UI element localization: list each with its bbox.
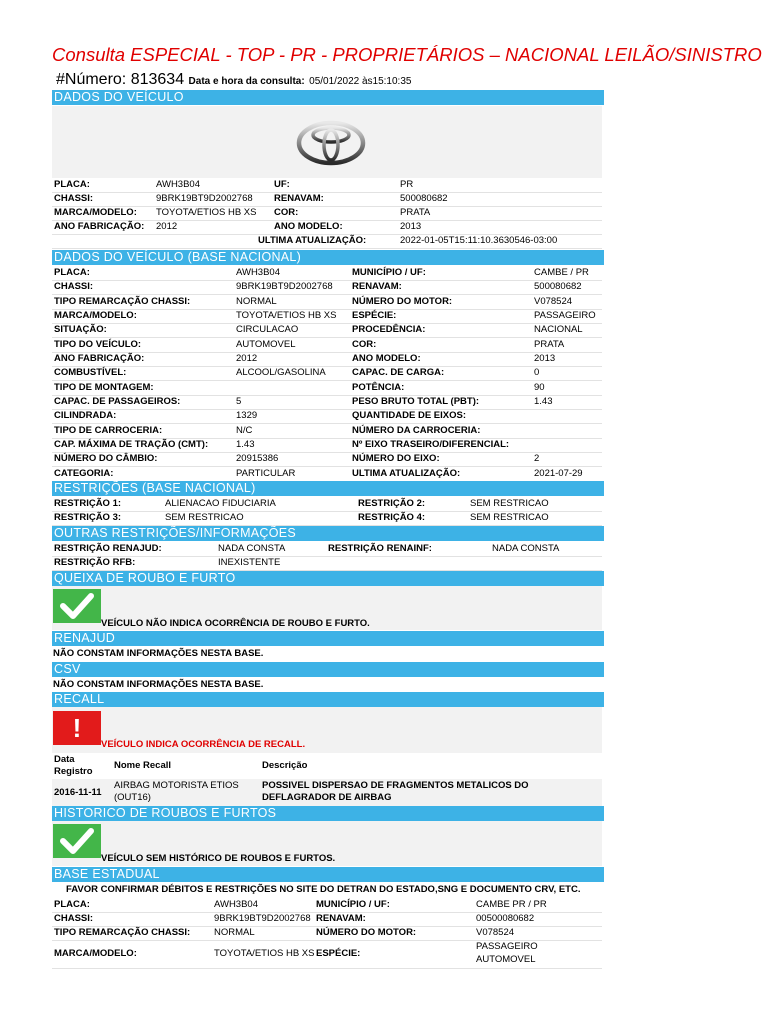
nacional-label: TIPO DO VEÍCULO:	[54, 338, 142, 350]
outras-label: RESTRIÇÃO RENAJUD:	[54, 543, 162, 554]
nacional-value: 1329	[236, 410, 258, 422]
queixa-message: VEÍCULO NÃO INDICA OCORRÊNCIA DE ROUBO E FURTO.	[101, 618, 370, 629]
nacional-label: COMBUSTÍVEL:	[54, 367, 127, 379]
nacional-label: CILINDRADA:	[54, 410, 117, 422]
estadual-label: NÚMERO DO MOTOR:	[316, 927, 417, 938]
estadual-label: MUNICÍPIO / UF:	[316, 899, 390, 910]
nacional-value: NACIONAL	[534, 324, 583, 336]
nacional-label: MUNICÍPIO / UF:	[352, 267, 426, 278]
estadual-label: RENAVAM:	[316, 913, 366, 924]
nacional-value: 2021-07-29	[534, 467, 583, 479]
nacional-value: PARTICULAR	[236, 467, 296, 479]
nacional-value: AUTOMOVEL	[236, 338, 296, 350]
estadual-row	[52, 912, 602, 927]
logo-area	[52, 106, 602, 178]
section-recall: RECALL	[52, 692, 604, 707]
number-value: 813634	[130, 71, 185, 88]
number-label: #Número:	[56, 71, 127, 88]
nacional-value: 0	[534, 367, 540, 379]
nacional-label: NÚMERO DO CÂMBIO:	[54, 453, 158, 465]
veiculo-row-1: PLACA: AWH3B04 UF: PR	[52, 178, 602, 193]
alert-icon: !	[53, 711, 101, 745]
outras-row	[52, 542, 602, 557]
nacional-value: 1.43	[534, 395, 553, 407]
estadual-value: AWH3B04	[214, 899, 258, 910]
veiculo-row-2: CHASSI: 9BRK19BT9D2002768 RENAVAM: 500080682	[52, 192, 602, 207]
nacional-label: PLACA:	[54, 267, 90, 278]
nacional-value: NORMAL	[236, 295, 277, 307]
nacional-row	[52, 323, 602, 338]
nacional-row	[52, 266, 602, 281]
nacional-label: CHASSI:	[54, 281, 94, 293]
section-historico: HISTORICO DE ROUBOS E FURTOS	[52, 806, 604, 821]
nacional-value: TOYOTA/ETIOS HB XS	[236, 309, 337, 321]
nacional-row	[52, 366, 602, 381]
nacional-row	[52, 467, 602, 482]
estadual-value: 9BRK19BT9D2002768	[214, 913, 311, 924]
nacional-label: ANO MODELO:	[352, 352, 421, 364]
outras-row	[52, 556, 602, 571]
section-renajud: RENAJUD	[52, 631, 604, 646]
estadual-label: TIPO REMARCAÇÃO CHASSI:	[54, 927, 191, 938]
estadual-value: V078524	[476, 927, 515, 938]
nacional-value: PASSAGEIRO	[534, 309, 596, 321]
nacional-row	[52, 452, 602, 467]
nacional-row	[52, 381, 602, 396]
historico-message: VEÍCULO SEM HISTÓRICO DE ROUBOS E FURTOS.	[101, 853, 336, 864]
recall-message: VEÍCULO INDICA OCORRÊNCIA DE RECALL.	[101, 739, 306, 750]
nacional-value: 9BRK19BT9D2002768	[236, 281, 333, 293]
nacional-label: NÚMERO DO MOTOR:	[352, 295, 453, 307]
nacional-value: 1.43	[236, 438, 255, 450]
restricao-label: RESTRIÇÃO 4:	[358, 512, 426, 523]
nacional-value: N/C	[236, 424, 253, 436]
queixa-panel	[52, 586, 602, 630]
nacional-value: 2	[534, 453, 540, 465]
nacional-row	[52, 409, 602, 424]
nacional-value: AWH3B04	[236, 267, 280, 278]
outras-value: NADA CONSTA	[218, 543, 286, 554]
nacional-label: ULTIMA ATUALIZAÇÃO:	[352, 467, 461, 479]
estadual-notice: FAVOR CONFIRMAR DÉBITOS E RESTRIÇÕES NO SITE DO DETRAN DO ESTADO,SNG E DOCUMENTO CRV, ETC.	[66, 884, 581, 895]
renajud-message: NÃO CONSTAM INFORMAÇÕES NESTA BASE.	[53, 648, 264, 659]
nacional-label: CAP. MÁXIMA DE TRAÇÃO (CMT):	[54, 438, 209, 450]
section-dados-veiculo: DADOS DO VEÍCULO	[52, 90, 604, 105]
nacional-label: MARCA/MODELO:	[54, 309, 137, 321]
restricao-label: RESTRIÇÃO 2:	[358, 498, 426, 509]
nacional-value: 5	[236, 395, 242, 407]
recall-table-header: Data Registro Nome Recall Descrição	[54, 754, 308, 777]
restricao-row	[52, 497, 602, 512]
restricao-label: RESTRIÇÃO 1:	[54, 498, 122, 509]
nacional-label: ANO FABRICAÇÃO:	[54, 352, 145, 364]
restricao-value: SEM RESTRICAO	[470, 512, 549, 523]
check-icon	[53, 589, 101, 623]
nacional-label: CATEGORIA:	[54, 467, 114, 479]
nacional-label: Nº EIXO TRASEIRO/DIFERENCIAL:	[352, 438, 510, 450]
csv-message: NÃO CONSTAM INFORMAÇÕES NESTA BASE.	[53, 679, 264, 690]
nacional-row	[52, 424, 602, 439]
section-outras: OUTRAS RESTRIÇÕES/INFORMAÇÕES	[52, 526, 604, 541]
outras-value: INEXISTENTE	[218, 557, 281, 568]
nacional-label: CAPAC. DE PASSAGEIROS:	[54, 395, 181, 407]
nacional-value: 2013	[534, 352, 556, 364]
consulta-number-line	[56, 71, 411, 89]
nacional-value: 500080682	[534, 281, 582, 293]
nacional-value: ALCOOL/GASOLINA	[236, 367, 326, 379]
nacional-row	[52, 395, 602, 410]
nacional-label: RENAVAM:	[352, 281, 402, 293]
estadual-row	[52, 898, 602, 913]
nacional-label: QUANTIDADE DE EIXOS:	[352, 410, 467, 422]
toyota-logo-icon	[296, 120, 366, 166]
nacional-value: 90	[534, 381, 545, 393]
nacional-value: PRATA	[534, 338, 565, 350]
nacional-value: CAMBE / PR	[534, 267, 589, 278]
veiculo-row-4: ANO FABRICAÇÃO: 2012 ANO MODELO: 2013	[52, 220, 602, 235]
estadual-label: CHASSI:	[54, 913, 94, 924]
nacional-label: TIPO REMARCAÇÃO CHASSI:	[54, 295, 191, 307]
nacional-label: NÚMERO DO EIXO:	[352, 453, 440, 465]
nacional-label: PESO BRUTO TOTAL (PBT):	[352, 395, 480, 407]
nacional-label: POTÊNCIA:	[352, 381, 405, 393]
nacional-label: COR:	[352, 338, 377, 350]
nacional-label: PROCEDÊNCIA:	[352, 324, 426, 336]
section-queixa: QUEIXA DE ROUBO E FURTO	[52, 571, 604, 586]
restricao-label: RESTRIÇÃO 3:	[54, 512, 122, 523]
restricao-value: SEM RESTRICAO	[470, 498, 549, 509]
nacional-label: SITUAÇÃO:	[54, 324, 107, 336]
nacional-row	[52, 338, 602, 353]
veiculo-row-3: MARCA/MODELO: TOYOTA/ETIOS HB XS COR: PRATA	[52, 206, 602, 221]
section-estadual: BASE ESTADUAL	[52, 867, 604, 882]
nacional-row	[52, 295, 602, 310]
restricao-value: SEM RESTRICAO	[165, 512, 244, 523]
nacional-row	[52, 438, 602, 453]
check-icon	[53, 824, 101, 858]
estadual-value: 00500080682	[476, 913, 535, 924]
nacional-row	[52, 309, 602, 324]
veiculo-row-5: ULTIMA ATUALIZAÇÃO: 2022-01-05T15:11:10.3630546-03:00	[52, 234, 602, 249]
historico-panel	[52, 821, 602, 866]
nacional-label: TIPO DE MONTAGEM:	[54, 381, 154, 393]
nacional-label: CAPAC. DE CARGA:	[352, 367, 445, 379]
nacional-label: TIPO DE CARROCERIA:	[54, 424, 163, 436]
section-base-nacional: DADOS DO VEÍCULO (BASE NACIONAL)	[52, 250, 604, 265]
estadual-label: PLACA:	[54, 899, 90, 910]
nacional-row	[52, 352, 602, 367]
nacional-label: NÚMERO DA CARROCERIA:	[352, 424, 481, 436]
nacional-label: ESPÉCIE:	[352, 309, 397, 321]
recall-panel	[52, 707, 602, 753]
nacional-value: 2012	[236, 352, 258, 364]
nacional-row	[52, 280, 602, 295]
section-csv: CSV	[52, 662, 604, 677]
page-title: Consulta ESPECIAL - TOP - PR - PROPRIETÁRIOS – NACIONAL LEILÃO/SINISTRO	[52, 44, 762, 65]
nacional-value: 20915386	[236, 453, 279, 465]
nacional-value: CIRCULACAO	[236, 324, 299, 336]
outras-label: RESTRIÇÃO RENAINF:	[328, 543, 432, 554]
estadual-value: NORMAL	[214, 927, 255, 938]
estadual-value: CAMBE PR / PR	[476, 899, 547, 910]
nacional-value: V078524	[534, 295, 573, 307]
outras-value: NADA CONSTA	[492, 543, 560, 554]
restricao-value: ALIENACAO FIDUCIARIA	[165, 498, 276, 509]
datetime-value: 05/01/2022 às15:10:35	[309, 76, 412, 87]
recall-row: 2016-11-11 AIRBAG MOTORISTA ETIOS (OUT16) POSSIVEL DISPERSAO DE FRAGMENTOS METALICOS DO DEFLAGRADOR DE AIRBAG	[52, 779, 602, 806]
estadual-row-marca: MARCA/MODELO: TOYOTA/ETIOS HB XS ESPÉCIE: PASSAGEIRO AUTOMOVEL	[52, 940, 602, 969]
outras-label: RESTRIÇÃO RFB:	[54, 557, 136, 568]
section-restricoes: RESTRIÇÕES (BASE NACIONAL)	[52, 481, 604, 496]
restricao-row	[52, 511, 602, 526]
datetime-label: Data e hora da consulta:	[188, 76, 305, 87]
